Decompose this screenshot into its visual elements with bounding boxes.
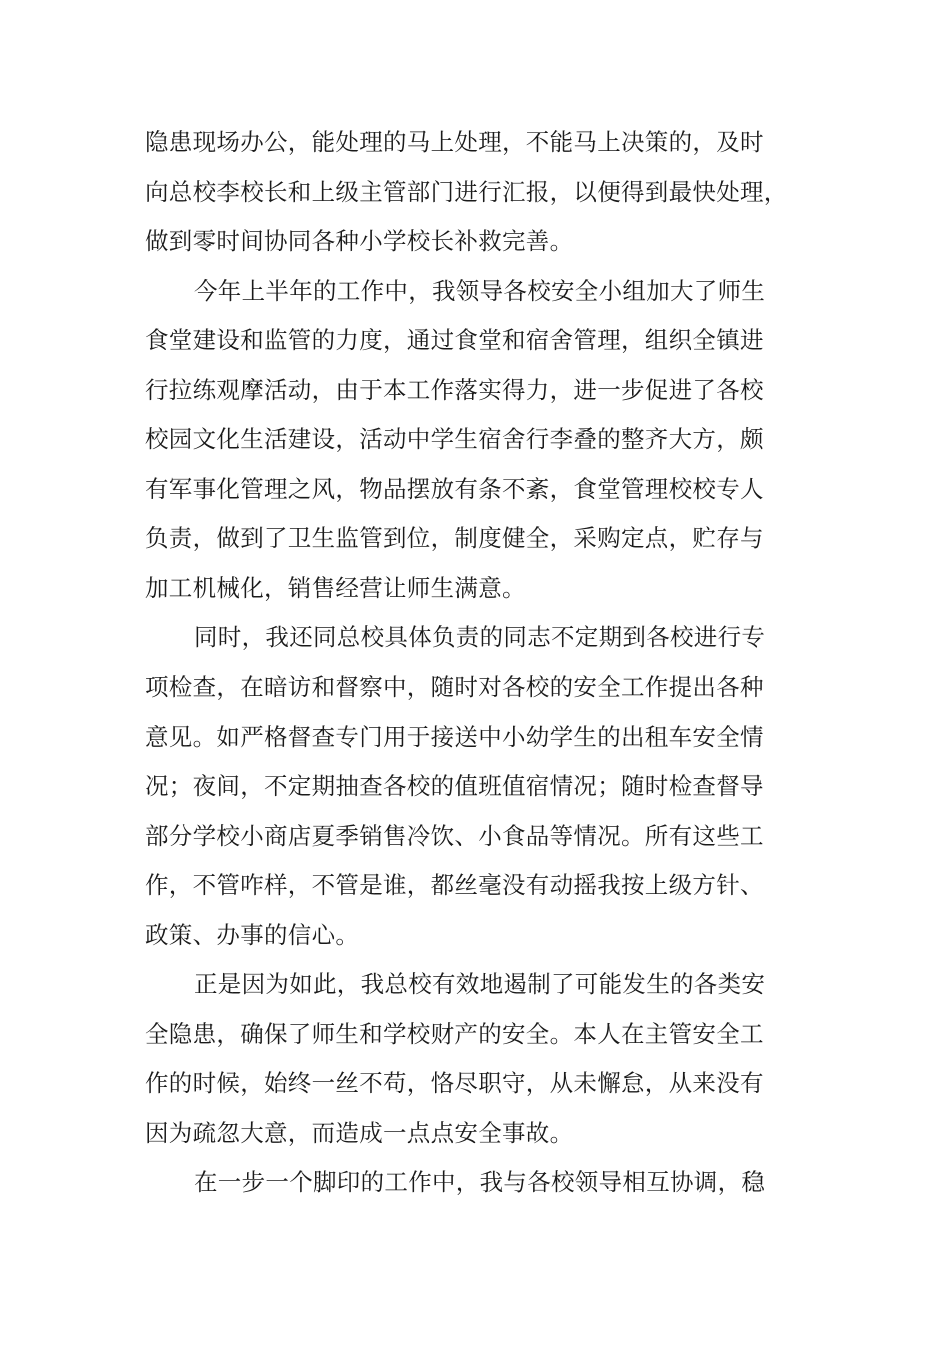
- text-line: 项检查，在暗访和督察中，随时对各校的安全工作提出各种: [145, 673, 764, 702]
- text-line: 因为疏忽大意，而造成一点点安全事故。: [145, 1118, 574, 1147]
- text-line: 同时，我还同总校具体负责的同志不定期到各校进行专: [194, 623, 766, 652]
- paragraph: [145, 960, 766, 1158]
- text-line: 食堂建设和监管的力度，通过食堂和宿舍管理，组织全镇进: [145, 326, 764, 355]
- text-line: 正是因为如此，我总校有效地遏制了可能发生的各类安: [194, 970, 766, 999]
- text-line: 校园文化生活建设，活动中学生宿舍行李叠的整齐大方，颇: [145, 425, 764, 454]
- text-line: 向总校李校长和上级主管部门进行汇报，以便得到最快处理，: [145, 177, 788, 206]
- paragraph: [145, 1158, 766, 1208]
- text-line: 加工机械化，销售经营让师生满意。: [145, 573, 526, 602]
- paragraph: [145, 118, 788, 267]
- text-line: 今年上半年的工作中，我领导各校安全小组加大了师生: [194, 276, 766, 305]
- text-line: 有军事化管理之风，物品摆放有条不紊，食堂管理校校专人: [145, 474, 764, 503]
- text-line: 部分学校小商店夏季销售冷饮、小食品等情况。所有这些工: [145, 821, 764, 850]
- text-line: 负责，做到了卫生监管到位，制度健全，采购定点，贮存与: [145, 524, 764, 553]
- text-line: 在一步一个脚印的工作中，我与各校领导相互协调，稳: [194, 1168, 766, 1197]
- text-line: 作的时候，始终一丝不苟，恪尽职守，从未懈怠，从来没有: [145, 1069, 764, 1098]
- text-line: 做到零时间协同各种小学校长补救完善。: [145, 227, 574, 256]
- text-line: 全隐患，确保了师生和学校财产的安全。本人在主管安全工: [145, 1019, 764, 1048]
- text-line: 作，不管咋样，不管是谁，都丝毫没有动摇我按上级方针、: [145, 871, 764, 900]
- text-line: 意见。如严格督查专门用于接送中小幼学生的出租车安全情: [145, 722, 764, 751]
- paragraph: [145, 613, 766, 960]
- text-line: 况；夜间，不定期抽查各校的值班值宿情况；随时检查督导: [145, 772, 764, 801]
- paragraph: [145, 267, 766, 614]
- text-line: 政策、办事的信心。: [145, 920, 360, 949]
- text-line: 行拉练观摩活动，由于本工作落实得力，进一步促进了各校: [145, 375, 764, 404]
- text-line: 隐患现场办公，能处理的马上处理，不能马上决策的，及时: [145, 128, 764, 156]
- document-body: [145, 118, 788, 1208]
